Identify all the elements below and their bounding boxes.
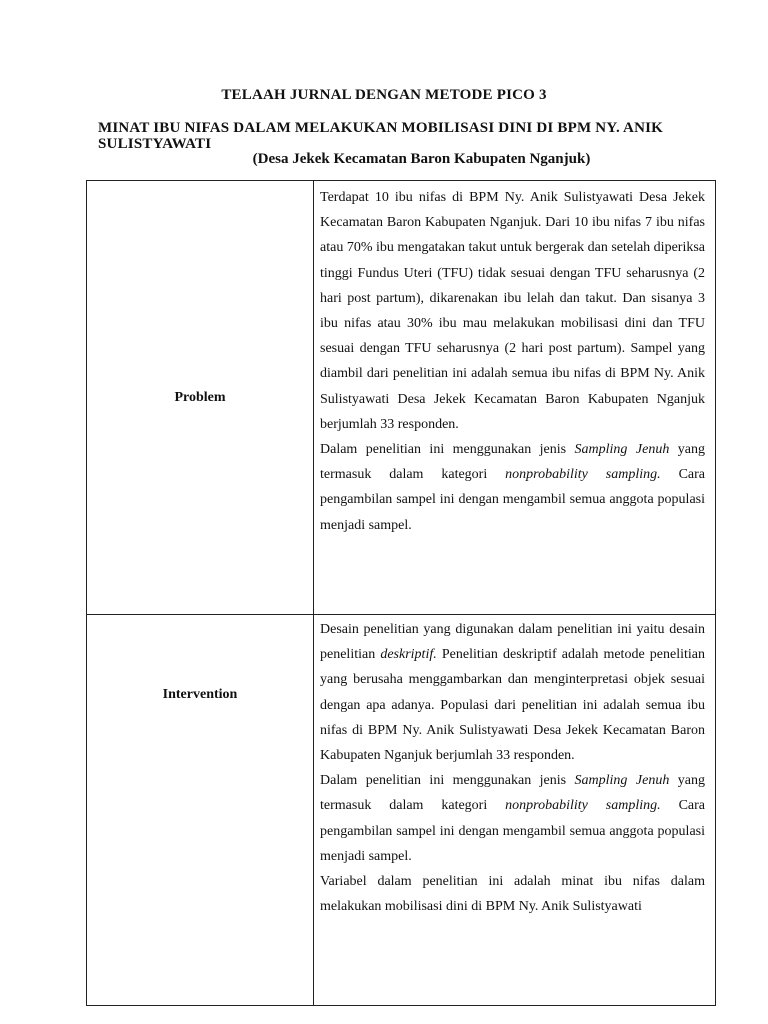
intervention-paragraph-3 bbox=[320, 869, 705, 919]
text-run: Desain penelitian yang digunakan dalam penelitian ini yaitu desain penelitian bbox=[320, 622, 705, 663]
document-title: TELAAH JURNAL DENGAN METODE PICO 3 bbox=[221, 87, 547, 103]
pico-table bbox=[86, 180, 716, 1006]
italic-term: nonprobability sampling. bbox=[505, 798, 661, 814]
row-content-problem bbox=[314, 181, 716, 615]
problem-paragraph-1 bbox=[320, 185, 705, 437]
text-run: Cara pengambilan sampel ini dengan mengambil semua anggota populasi menjadi sampel. bbox=[320, 467, 705, 533]
text-run: yang termasuk dalam kategori bbox=[320, 773, 705, 814]
text-run: Dalam penelitian ini menggunakan jenis bbox=[320, 442, 575, 458]
intervention-paragraph-2 bbox=[320, 768, 705, 869]
italic-term: Sampling Jenuh bbox=[574, 442, 670, 458]
text-run: Terdapat 10 ibu nifas di BPM Ny. Anik Sulistyawati Desa Jekek Kecamatan Baron Kabupaten Nganjuk. Dari 10 ibu nifas 7 ibu nifas atau 70% ibu mengatakan takut untuk bergerak dan setelah diperiksa tinggi Fundus Uteri (TFU) tidak sesuai dengan TFU seharusnya (2 hari post partum), dikarenakan ibu lelah dan takut. Dan sisanya 3 ibu nifas atau 30% ibu mau melakukan mobilisasi dini dan TFU sesuai dengan TFU seharusnya (2 hari post partum). Sampel yang diambil dari penelitian ini adalah semua ibu nifas di BPM Ny. Anik Sulistyawati Desa Jekek Kecamatan Baron Kabupaten Nganjuk berjumlah 33 responden. bbox=[320, 190, 705, 432]
row-label-intervention: Intervention bbox=[87, 615, 314, 1006]
italic-term: nonprobability sampling. bbox=[505, 467, 661, 483]
row-label-problem: Problem bbox=[87, 181, 314, 615]
italic-term: deskriptif. bbox=[380, 647, 437, 663]
text-run: Variabel dalam penelitian ini adalah minat ibu nifas dalam melakukan mobilisasi dini di BPM Ny. Anik Sulistyawati bbox=[320, 874, 705, 915]
intervention-text-clip bbox=[320, 617, 705, 935]
text-run: Penelitian deskriptif adalah metode penelitian yang berusaha menggambarkan dan menginterpretasi objek sesuai dengan apa adanya. Populasi dari penelitian ini adalah semua ibu nifas di BPM Ny. Anik Sulistyawati Desa Jekek Kecamatan Baron Kabupaten Nganjuk berjumlah 33 responden. bbox=[320, 647, 705, 764]
text-run: Dalam penelitian ini menggunakan jenis bbox=[320, 773, 575, 789]
document-subtitle: MINAT IBU NIFAS DALAM MELAKUKAN MOBILISASI DINI DI BPM NY. ANIK SULISTYAWATI bbox=[98, 120, 664, 152]
document-location: (Desa Jekek Kecamatan Baron Kabupaten Nganjuk) bbox=[252, 151, 591, 167]
row-content-intervention bbox=[314, 615, 716, 1006]
table-row-intervention bbox=[87, 615, 716, 1006]
intervention-paragraph-1 bbox=[320, 617, 705, 768]
text-run: Cara pengambilan sampel ini dengan mengambil semua anggota populasi menjadi sampel. bbox=[320, 798, 705, 864]
problem-paragraph-2 bbox=[320, 437, 705, 538]
text-run: yang termasuk dalam kategori bbox=[320, 442, 705, 483]
italic-term: Sampling Jenuh bbox=[574, 773, 670, 789]
table-row-problem bbox=[87, 181, 716, 615]
